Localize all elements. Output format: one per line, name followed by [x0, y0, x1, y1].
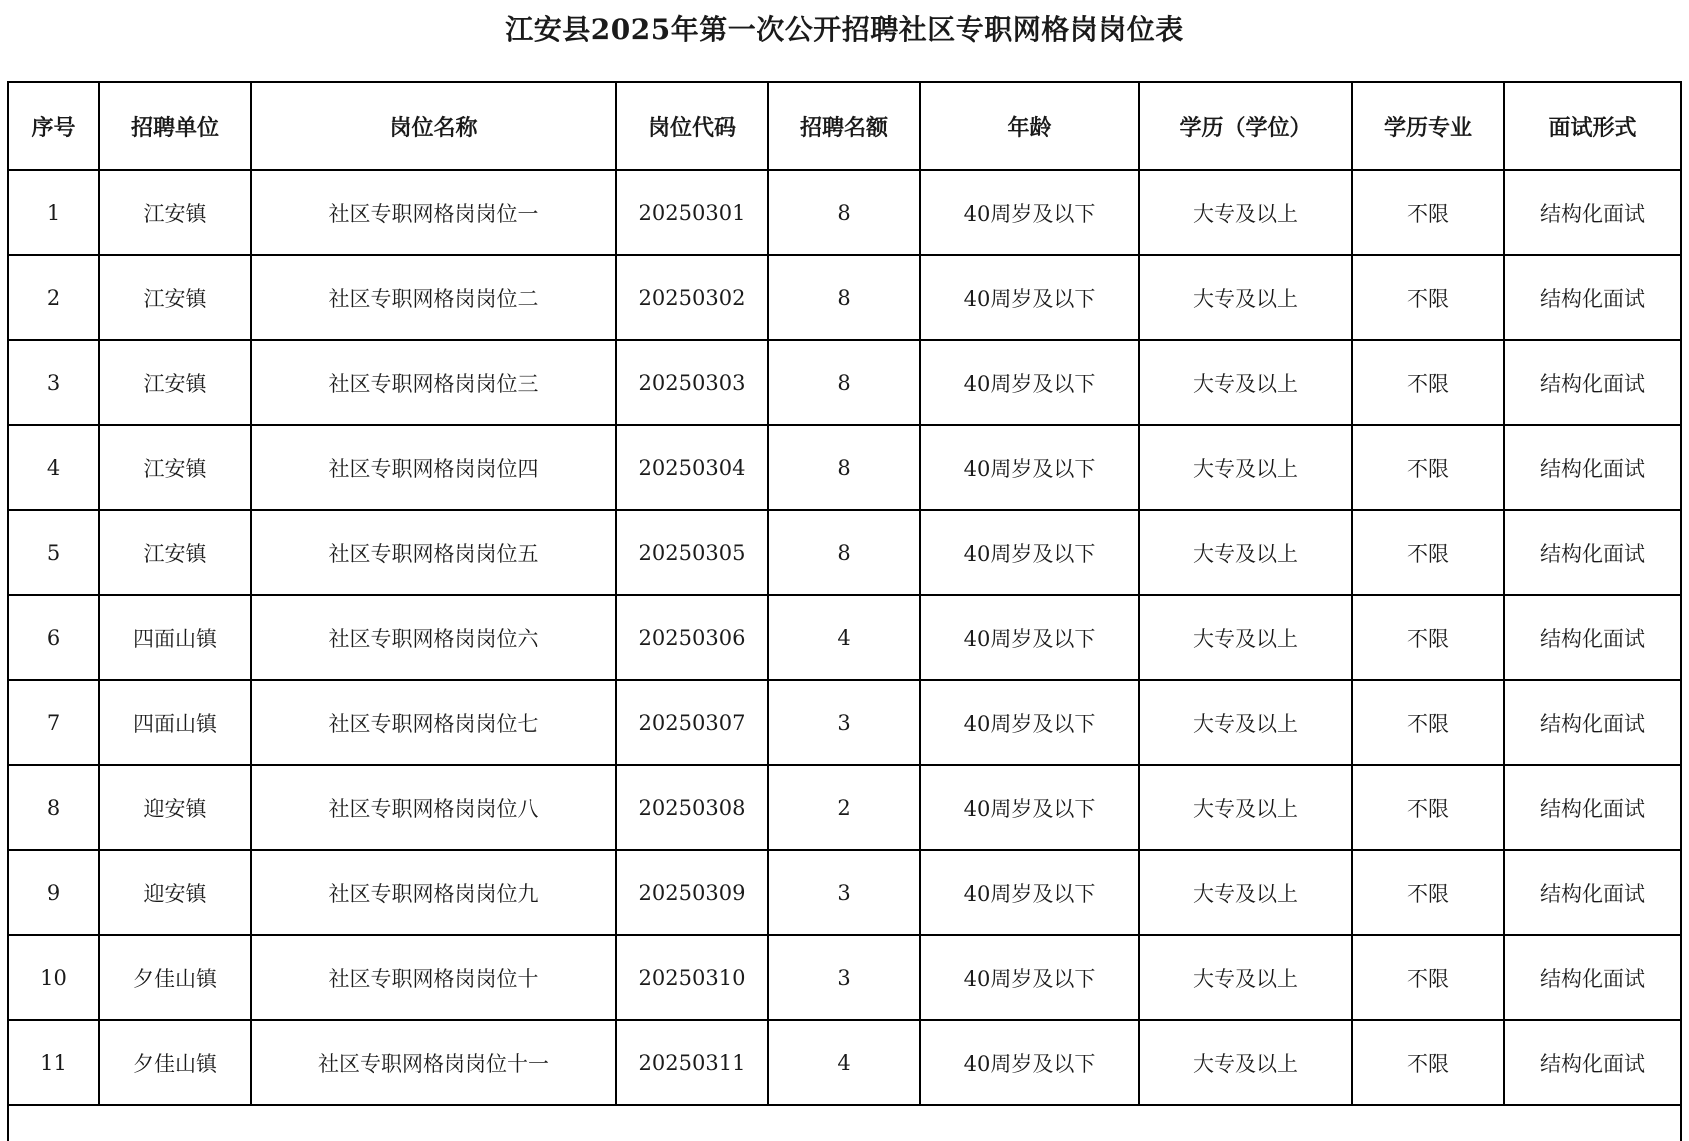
cell-position-code: 20250307 [616, 680, 768, 765]
table-row [9, 255, 1680, 340]
cell-interview-format: 结构化面试 [1504, 850, 1680, 935]
cell-position-code: 20250309 [616, 850, 768, 935]
cell-position-name: 社区专职网格岗岗位八 [251, 765, 616, 850]
cell-interview-format: 结构化面试 [1504, 255, 1680, 340]
cell-education: 大专及以上 [1139, 510, 1352, 595]
cell-education: 大专及以上 [1139, 340, 1352, 425]
cell-age: 40周岁及以下 [920, 170, 1139, 255]
cell-age: 40周岁及以下 [920, 255, 1139, 340]
cell-serial-number: 3 [9, 340, 99, 425]
cell-education: 大专及以上 [1139, 680, 1352, 765]
cell-serial-number: 1 [9, 170, 99, 255]
cell-recruiting-unit: 江安镇 [99, 170, 251, 255]
cell-position-name: 社区专职网格岗岗位十一 [251, 1020, 616, 1105]
cell-position-name: 社区专职网格岗岗位六 [251, 595, 616, 680]
cell-position-name: 社区专职网格岗岗位四 [251, 425, 616, 510]
cell-position-code: 20250306 [616, 595, 768, 680]
cell-serial-number: 6 [9, 595, 99, 680]
cell-education: 大专及以上 [1139, 850, 1352, 935]
table-header-row [9, 83, 1680, 170]
cell-quota: 8 [768, 425, 920, 510]
cell-recruiting-unit: 四面山镇 [99, 680, 251, 765]
cell-interview-format: 结构化面试 [1504, 425, 1680, 510]
cell-position-code: 20250311 [616, 1020, 768, 1105]
cell-quota: 4 [768, 595, 920, 680]
header-position-code: 岗位代码 [616, 83, 768, 170]
cell-recruiting-unit: 江安镇 [99, 255, 251, 340]
cell-serial-number: 4 [9, 425, 99, 510]
cell-serial-number: 5 [9, 510, 99, 595]
cell-position-name: 社区专职网格岗岗位二 [251, 255, 616, 340]
cell-education: 大专及以上 [1139, 170, 1352, 255]
positions-table [9, 83, 1680, 1106]
cell-serial-number: 9 [9, 850, 99, 935]
table-body [9, 170, 1680, 1105]
header-quota: 招聘名额 [768, 83, 920, 170]
cell-quota: 3 [768, 850, 920, 935]
cell-recruiting-unit: 迎安镇 [99, 765, 251, 850]
cell-age: 40周岁及以下 [920, 850, 1139, 935]
table-row [9, 340, 1680, 425]
cell-recruiting-unit: 四面山镇 [99, 595, 251, 680]
cell-education: 大专及以上 [1139, 255, 1352, 340]
table-row [9, 935, 1680, 1020]
cell-quota: 3 [768, 680, 920, 765]
cell-position-name: 社区专职网格岗岗位九 [251, 850, 616, 935]
cell-age: 40周岁及以下 [920, 680, 1139, 765]
table-row [9, 1020, 1680, 1105]
cell-position-code: 20250303 [616, 340, 768, 425]
cell-interview-format: 结构化面试 [1504, 595, 1680, 680]
cell-education: 大专及以上 [1139, 595, 1352, 680]
cell-age: 40周岁及以下 [920, 340, 1139, 425]
cell-interview-format: 结构化面试 [1504, 170, 1680, 255]
cell-recruiting-unit: 江安镇 [99, 425, 251, 510]
table-row [9, 595, 1680, 680]
cell-age: 40周岁及以下 [920, 935, 1139, 1020]
cell-position-name: 社区专职网格岗岗位五 [251, 510, 616, 595]
cell-interview-format: 结构化面试 [1504, 935, 1680, 1020]
header-interview-format: 面试形式 [1504, 83, 1680, 170]
cell-serial-number: 11 [9, 1020, 99, 1105]
cell-recruiting-unit: 迎安镇 [99, 850, 251, 935]
cell-recruiting-unit: 江安镇 [99, 510, 251, 595]
cell-major: 不限 [1352, 935, 1504, 1020]
cell-major: 不限 [1352, 680, 1504, 765]
cell-age: 40周岁及以下 [920, 765, 1139, 850]
cell-recruiting-unit: 夕佳山镇 [99, 1020, 251, 1105]
cell-position-name: 社区专职网格岗岗位一 [251, 170, 616, 255]
header-major: 学历专业 [1352, 83, 1504, 170]
cell-age: 40周岁及以下 [920, 1020, 1139, 1105]
header-recruiting-unit: 招聘单位 [99, 83, 251, 170]
table-row [9, 765, 1680, 850]
cell-position-code: 20250308 [616, 765, 768, 850]
cell-recruiting-unit: 江安镇 [99, 340, 251, 425]
cell-serial-number: 2 [9, 255, 99, 340]
cell-position-code: 20250301 [616, 170, 768, 255]
cell-education: 大专及以上 [1139, 1020, 1352, 1105]
positions-table-container [7, 81, 1682, 1141]
cell-interview-format: 结构化面试 [1504, 340, 1680, 425]
table-row [9, 510, 1680, 595]
cell-position-name: 社区专职网格岗岗位三 [251, 340, 616, 425]
cell-quota: 2 [768, 765, 920, 850]
cell-major: 不限 [1352, 340, 1504, 425]
cell-quota: 8 [768, 255, 920, 340]
cell-position-code: 20250305 [616, 510, 768, 595]
header-age: 年龄 [920, 83, 1139, 170]
cell-position-code: 20250302 [616, 255, 768, 340]
cell-education: 大专及以上 [1139, 425, 1352, 510]
cell-major: 不限 [1352, 255, 1504, 340]
cell-major: 不限 [1352, 765, 1504, 850]
header-serial-number: 序号 [9, 83, 99, 170]
cell-education: 大专及以上 [1139, 935, 1352, 1020]
cell-interview-format: 结构化面试 [1504, 765, 1680, 850]
cell-serial-number: 7 [9, 680, 99, 765]
cell-serial-number: 10 [9, 935, 99, 1020]
cell-quota: 8 [768, 170, 920, 255]
header-position-name: 岗位名称 [251, 83, 616, 170]
cell-quota: 4 [768, 1020, 920, 1105]
cell-major: 不限 [1352, 425, 1504, 510]
table-row [9, 425, 1680, 510]
page-title: 江安县2025年第一次公开招聘社区专职网格岗岗位表 [505, 13, 1184, 46]
cell-age: 40周岁及以下 [920, 595, 1139, 680]
cell-serial-number: 8 [9, 765, 99, 850]
cell-age: 40周岁及以下 [920, 425, 1139, 510]
header-education: 学历（学位） [1139, 83, 1352, 170]
cell-quota: 3 [768, 935, 920, 1020]
cell-major: 不限 [1352, 170, 1504, 255]
cell-education: 大专及以上 [1139, 765, 1352, 850]
cell-position-name: 社区专职网格岗岗位七 [251, 680, 616, 765]
cell-position-code: 20250304 [616, 425, 768, 510]
cell-major: 不限 [1352, 510, 1504, 595]
cell-interview-format: 结构化面试 [1504, 510, 1680, 595]
cell-major: 不限 [1352, 595, 1504, 680]
cell-age: 40周岁及以下 [920, 510, 1139, 595]
cell-position-name: 社区专职网格岗岗位十 [251, 935, 616, 1020]
cell-interview-format: 结构化面试 [1504, 1020, 1680, 1105]
cell-quota: 8 [768, 510, 920, 595]
cell-position-code: 20250310 [616, 935, 768, 1020]
table-row [9, 850, 1680, 935]
cell-major: 不限 [1352, 850, 1504, 935]
cell-major: 不限 [1352, 1020, 1504, 1105]
cell-quota: 8 [768, 340, 920, 425]
cell-recruiting-unit: 夕佳山镇 [99, 935, 251, 1020]
cell-interview-format: 结构化面试 [1504, 680, 1680, 765]
table-row [9, 170, 1680, 255]
table-row [9, 680, 1680, 765]
